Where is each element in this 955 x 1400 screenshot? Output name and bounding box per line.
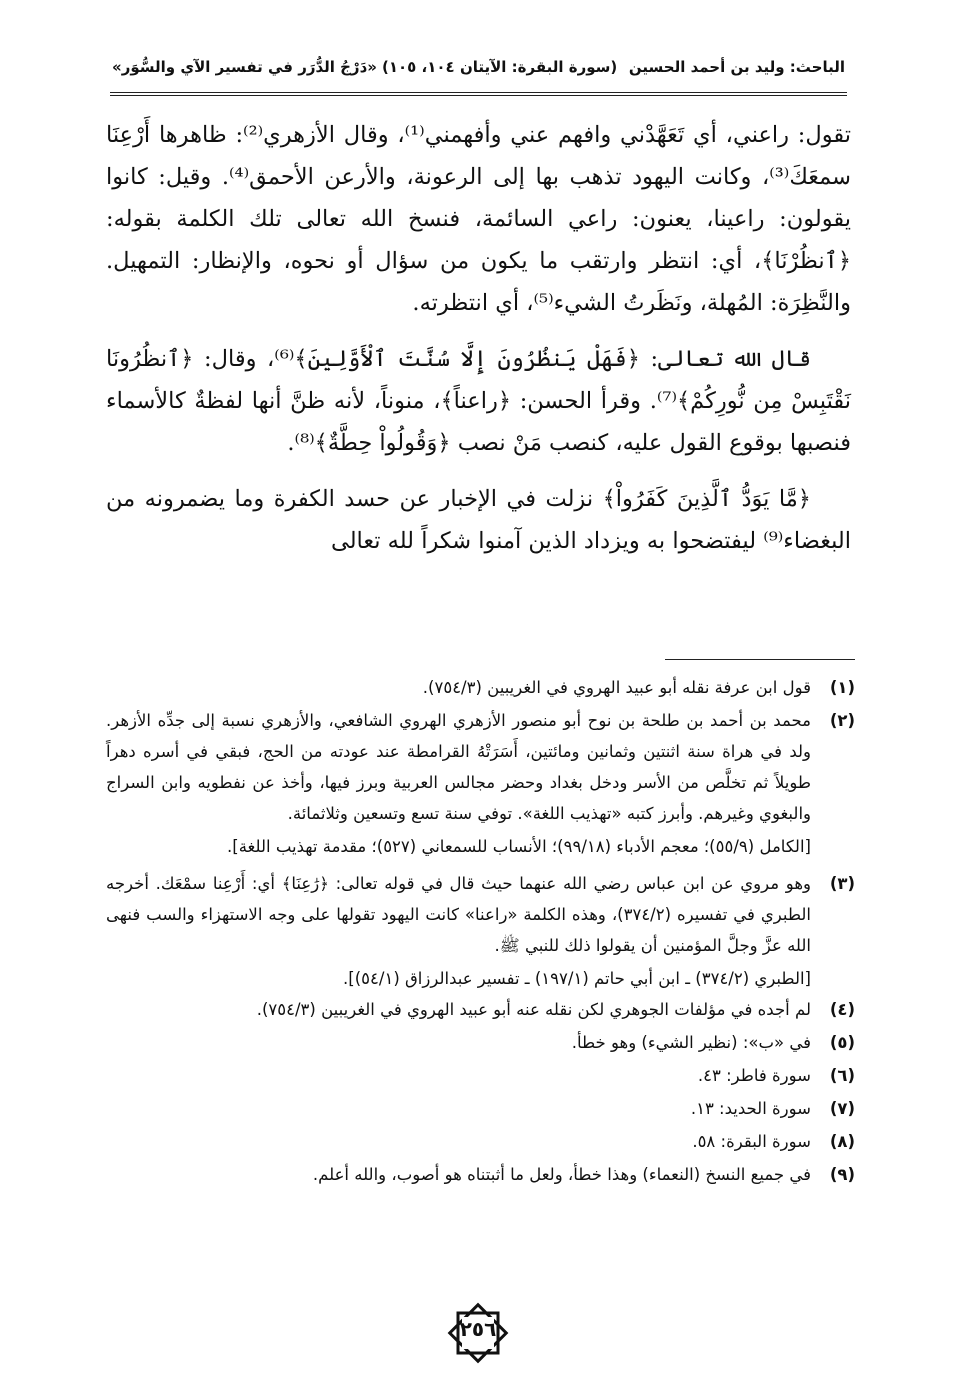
footnote-number: (٨) (829, 1132, 855, 1151)
footnote-number: (٣) (829, 874, 855, 893)
surah-reference: (سورة البقرة: الآيتان ١٠٤، ١٠٥) (382, 58, 618, 76)
page-number-ornament (445, 1300, 511, 1366)
footnote-text: قول ابن عرفة نقله أبو عبيد الهروي في الغريبين (٧٥٤/٣). (422, 678, 811, 697)
footnote-text: في جميع النسخ (النعماء) وهذا خطأ، ولعل ما أثبتناه هو أصوب، والله أعلم. (312, 1165, 811, 1184)
footnote-4 (106, 994, 855, 1025)
footnote-number: (١) (829, 678, 855, 697)
footnote-text: في «ب»: (نظير الشيء) وهو خطأ. (571, 1033, 811, 1052)
footnote-7 (106, 1093, 855, 1124)
footnote-2 (106, 705, 855, 829)
page-number: ٢٥٦ (459, 1317, 497, 1341)
footnote-number: (٤) (829, 1000, 855, 1019)
footnote-9 (106, 1159, 855, 1190)
footnote-3-sources: [الطبري (٣٧٤/٢) ـ ابن أبي حاتم (١٩٧/١) ـ تفسير عبدالرزاق (٥٤/١)]. (343, 969, 811, 988)
header-divider (110, 92, 847, 96)
footnote-number: (٩) (829, 1165, 855, 1184)
footnote-1 (106, 672, 855, 703)
footnotes (106, 672, 855, 1192)
footnote-text: وهو مروي عن ابن عباس رضي الله عنهما حيث قال في قوله تعالى: ﴿رَٰعِنَا﴾ أي: أَرْعِنا سمْعَك. أخرجه الطبري في تفسيره (٣٧٤/٢)، وهذه الكلمة «راعنا» كانت اليهود تقولها على وجه الاستهزاء والسب فنهى الله عزَّ وجلَّ المؤمنين أن يقولوا ذلك للنبي ﷺ. (106, 874, 811, 955)
footnote-divider (665, 659, 855, 660)
footnote-3 (106, 868, 855, 961)
paragraph-3: ﴿مَّا يَوَدُّ ٱلَّذِينَ كَفَرُواْ﴾ نزلت في الإخبار عن حسد الكفرة وما يضمرونه من البغضاء⁽⁹⁾ ليفتضحوا به ويزداد الذين آمنوا شكراً لله تعالى (106, 486, 851, 554)
book-title: «دَرْجُ الدُّرَر في تفسير الآي والسُّوَر» (112, 58, 377, 76)
footnote-6 (106, 1060, 855, 1091)
paragraph-1: تقول: راعني، أي تَعَهَّدْني وافهم عني وأفهمني⁽¹⁾، وقال الأزهري⁽²⁾: ظاهرها أَرْعِنَا سمعَكَ⁽³⁾، وكانت اليهود تذهب بها إلى الرعونة، والأرعن الأحمق⁽⁴⁾. وقيل: كانوا يقولون: راعينا، يعنون: راعي السائمة، فنسخ الله تعالى تلك الكلمة بقوله: ﴿ٱنظُرْنَا﴾، أي: انتظر وارتقب ما يكون من سؤال أو نحوه، والإنظار: التمهيل. والنَّظِرَة: المُهلة، ونَظَرتُ الشيء⁽⁵⁾، أي انتظرته. (106, 122, 852, 316)
footnote-number: (٦) (829, 1066, 855, 1085)
paragraph-2: قال الله تعالى: ﴿فَهَلْ يَنظُرُونَ إِلَّا سُنَّتَ ٱلْأَوَّلِينَ﴾⁽⁶⁾، وقال: ﴿ٱنظُرُونَا نَقْتَبِسْ مِن نُّورِكُمْ﴾⁽⁷⁾. وقرأ الحسن: ﴿راعناً﴾، منوناً، لأنه ظنَّ أنها لفظةٌ كالأسماء فنصبها بوقوع القول عليه، كنصب مَنْ نصب ﴿وَقُولُواْ حِطَّةٌ﴾⁽⁸⁾. (106, 346, 851, 456)
footnote-text: سورة الحديد: ١٣. (690, 1099, 811, 1118)
footnote-number: (٧) (829, 1099, 855, 1118)
running-header (112, 58, 845, 88)
footnote-8 (106, 1126, 855, 1157)
footnote-text: سورة فاطر: ٤٣. (697, 1066, 811, 1085)
footnote-5 (106, 1027, 855, 1058)
footnote-text: لم أجده في مؤلفات الجوهري لكن نقله عنه أبو عبيد الهروي في الغريبين (٧٥٤/٣). (256, 1000, 811, 1019)
main-text (106, 114, 851, 576)
footnote-2-sources: [الكامل (٥٥/٩)؛ معجم الأدباء (٩٩/١٨)؛ الأنساب للسمعاني (٥٢٧)؛ مقدمة تهذيب اللغة]. (227, 837, 811, 856)
author-name: الباحث: وليد بن أحمد الحسين (628, 58, 845, 76)
footnote-number: (٢) (829, 711, 855, 730)
footnote-text: محمد بن أحمد بن طلحة بن نوح أبو منصور الأزهري الهروي الشافعي، والأزهري نسبة إلى جدِّه الأزهر. ولد في هراة سنة اثنتين وثمانين ومائتين، أَسَرَتْهُ القرامطة عند عودته من الحج، فبقي في أسره دهراً طويلاً ثم تخلَّص من الأسر ودخل بغداد وحضر مجالس العربية وبرز فيها، وأخذ عن نفطويه وابن السراج والبغوي وغيرهم. وأبرز كتبه «تهذيب اللغة». توفي سنة تسع وتسعين وثلاثمائة. (106, 711, 811, 823)
footnote-text: سورة البقرة: ٥٨. (692, 1132, 811, 1151)
footnote-number: (٥) (829, 1033, 855, 1052)
